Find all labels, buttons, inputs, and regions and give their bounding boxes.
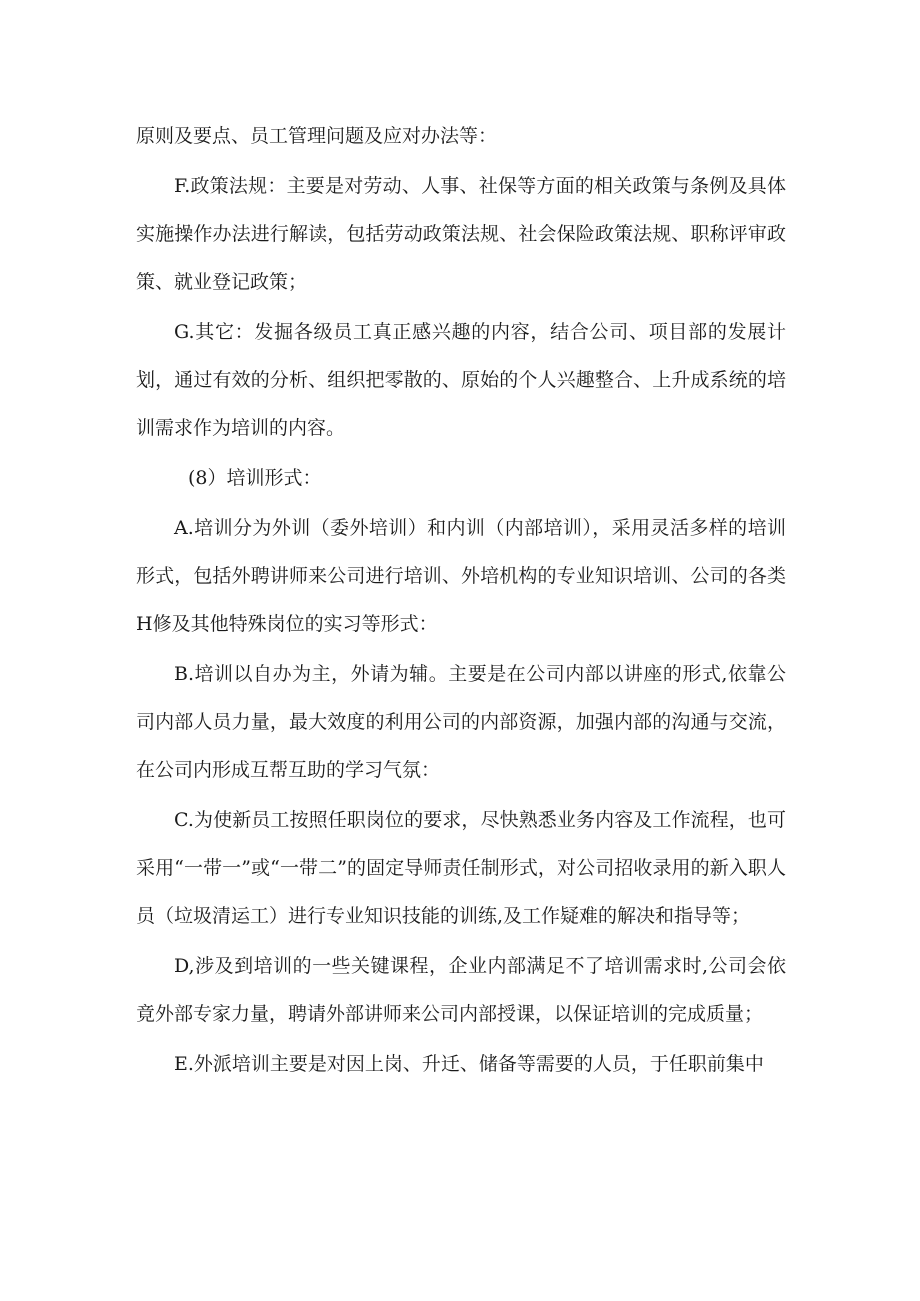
paragraph-training-d: D,涉及到培训的一些关键课程，企业内部满足不了培训需求时,公司会依竟外部专家力量，聘请外部讲师来公司内部授课，以保证培训的完成质量；: [136, 955, 786, 1025]
document-body: [136, 112, 786, 1090]
paragraph-training-e: E.外派培训主要是对因上岗、升迁、储备等需要的人员，于任职前集中: [174, 1053, 764, 1075]
paragraph-policy-regulations: F.政策法规：主要是对劳动、人事、社保等方面的相关政策与条例及具体实施操作办法进行解读，包括劳动政策法规、社会保险政策法规、职称评审政策、就业登记政策；: [136, 175, 786, 293]
paragraph-training-b: B.培训以自办为主，外请为辅。主要是在公司内部以讲座的形式,依靠公司内部人员力量，最大效度的利用公司的内部资源，加强内部的沟通与交流，在公司内形成互帮互助的学习气氛：: [136, 663, 786, 781]
paragraph-continuation: 原则及要点、员工管理问题及应对办法等：: [136, 125, 498, 147]
paragraph-training-c: C.为使新员工按照任职岗位的要求，尽快熟悉业务内容及工作流程，也可采用“一带一”或“一带二”的固定导师责任制形式，对公司招收录用的新入职人员（垃圾清运工）进行专业知识技能的训练,及工作疑难的解决和指导等；: [136, 809, 786, 927]
paragraph-training-a: A.培训分为外训（委外培训）和内训（内部培训），采用灵活多样的培训形式，包括外聘讲师来公司进行培训、外培机构的专业知识培训、公司的各类H修及其他特殊岗位的实习等形式：: [136, 517, 786, 635]
paragraph-other: G.其它：发掘各级员工真正感兴趣的内容，结合公司、项目部的发展计划，通过有效的分析、组织把零散的、原始的个人兴趣整合、上升成系统的培训需求作为培训的内容。: [136, 321, 786, 439]
section-heading-training-format: (8）培训形式：: [188, 467, 322, 489]
